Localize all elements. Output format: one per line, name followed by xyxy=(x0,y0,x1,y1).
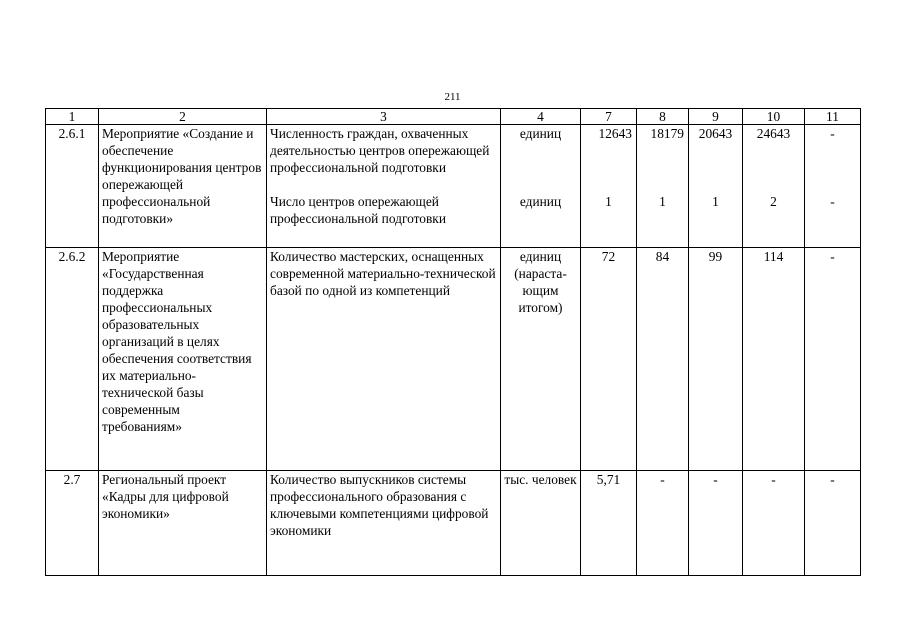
indicator-cell: Количество выпускников системы профессионального образования с ключевыми компетенциями цифровой экономики xyxy=(267,471,501,576)
table-row xyxy=(46,471,861,576)
unit-cell: тыс. человек xyxy=(501,471,581,576)
row-id: 2.6.2 xyxy=(46,248,99,471)
table-row xyxy=(46,248,861,471)
header-cell: 8 xyxy=(637,109,689,125)
row-name: Мероприятие «Создание и обеспечение функционирования центров опережающей профессиональной подготовки» xyxy=(99,125,267,248)
value-cell: 5,71 xyxy=(581,471,637,576)
header-cell: 4 xyxy=(501,109,581,125)
value-cell: 24643 xyxy=(743,125,805,194)
value-cell: 84 xyxy=(637,248,689,471)
value-cell: 18179 xyxy=(637,125,689,194)
value-cell: - xyxy=(805,125,861,194)
unit-cell: единиц xyxy=(501,125,581,194)
row-id: 2.7 xyxy=(46,471,99,576)
header-cell: 11 xyxy=(805,109,861,125)
row-name: Региональный проект «Кадры для цифровой экономики» xyxy=(99,471,267,576)
value-cell: - xyxy=(805,193,861,248)
value-cell: - xyxy=(805,248,861,471)
value-cell: - xyxy=(805,471,861,576)
header-cell: 10 xyxy=(743,109,805,125)
header-cell: 3 xyxy=(267,109,501,125)
header-cell: 7 xyxy=(581,109,637,125)
table-row xyxy=(46,125,861,194)
value-cell: 1 xyxy=(581,193,637,248)
unit-cell: единиц xyxy=(501,193,581,248)
value-cell: 20643 xyxy=(689,125,743,194)
value-cell: - xyxy=(637,471,689,576)
unit-cell: единиц (нараста-ющим итогом) xyxy=(501,248,581,471)
indicators-table xyxy=(45,108,861,576)
value-cell: 72 xyxy=(581,248,637,471)
value-cell: - xyxy=(689,471,743,576)
value-cell: 12643 xyxy=(581,125,637,194)
value-cell: 114 xyxy=(743,248,805,471)
value-cell: 1 xyxy=(637,193,689,248)
value-cell: 99 xyxy=(689,248,743,471)
value-cell: 1 xyxy=(689,193,743,248)
row-name: Мероприятие «Государственная поддержка профессиональных образовательных организаций в целях обеспечения соответствия их материально-технической базы современным требованиям» xyxy=(99,248,267,471)
header-cell: 1 xyxy=(46,109,99,125)
value-cell: - xyxy=(743,471,805,576)
header-cell: 9 xyxy=(689,109,743,125)
indicator-cell: Число центров опережающей профессиональной подготовки xyxy=(267,193,501,248)
page-number: 211 xyxy=(444,91,461,103)
row-id: 2.6.1 xyxy=(46,125,99,248)
indicator-cell: Количество мастерских, оснащенных современной материально-технической базой по одной из компетенций xyxy=(267,248,501,471)
indicator-cell: Численность граждан, охваченных деятельностью центров опережающей профессиональной подготовки xyxy=(267,125,501,194)
value-cell: 2 xyxy=(743,193,805,248)
header-row xyxy=(46,109,861,125)
header-cell: 2 xyxy=(99,109,267,125)
